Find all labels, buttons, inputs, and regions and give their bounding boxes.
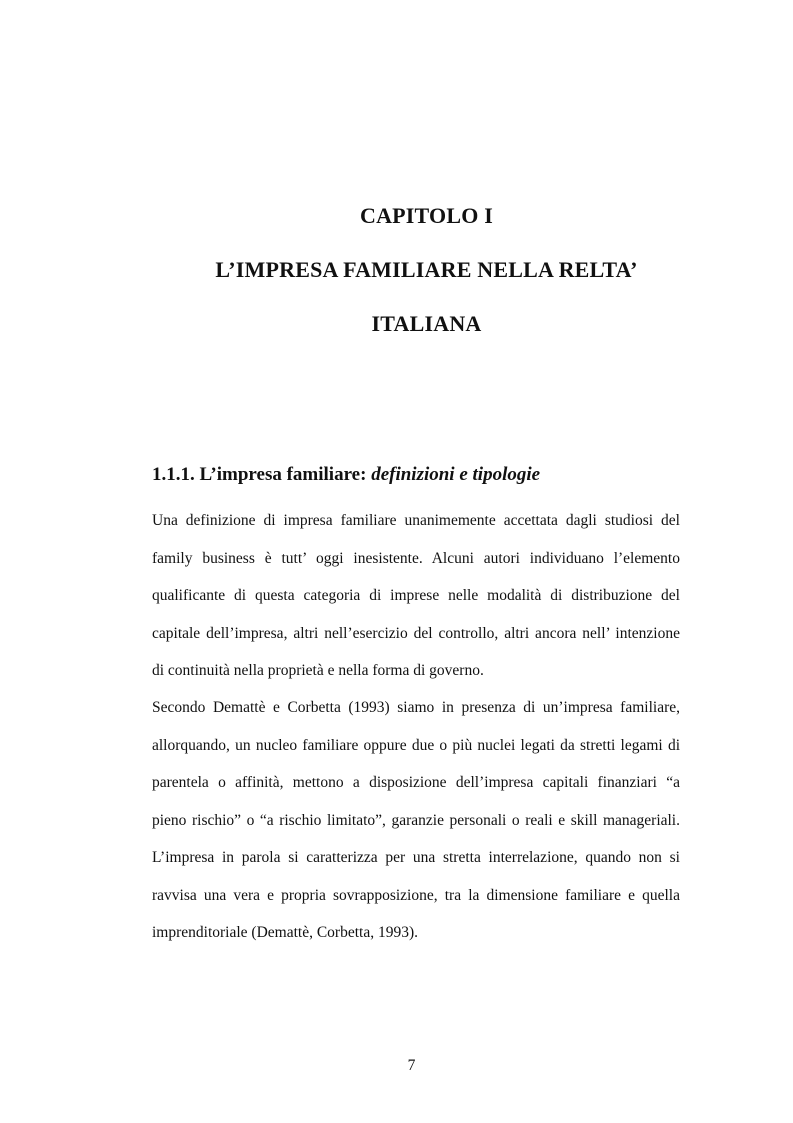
paragraph-2: [152, 689, 680, 952]
paragraph-line: L’impresa in parola si caratterizza per una stretta interrelazione, quando non si: [152, 849, 680, 866]
paragraph-line: Una definizione di impresa familiare unanimemente accettata dagli studiosi del: [152, 512, 680, 529]
chapter-label: CAPITOLO I: [359, 203, 493, 228]
section-heading: [152, 464, 540, 486]
section-title: 1.1.1. L’impresa familiare:: [152, 464, 372, 485]
paragraph-line: di continuità nella proprietà e nella forma di governo.: [152, 662, 484, 679]
paragraph-line: Secondo Demattè e Corbetta (1993) siamo in presenza di un’impresa familiare,: [152, 699, 680, 716]
chapter-title-line-1: L’IMPRESA FAMILIARE NELLA RELTA’: [215, 257, 638, 282]
chapter-title-line-2: ITALIANA: [371, 311, 482, 336]
paragraph-line: allorquando, un nucleo familiare oppure due o più nuclei legati da stretti legami di: [152, 736, 680, 754]
paragraph-line: ravvisa una vera e propria sovrapposizione, tra la dimensione familiare e quella: [152, 886, 680, 904]
paragraph-line: pieno rischio” o “a rischio limitato”, garanzie personali o reali e skill manageriali.: [152, 811, 680, 829]
paragraph-line: parentela o affinità, mettono a disposizione dell’impresa capitali finanziari “a: [152, 774, 680, 791]
paragraph-line: imprenditoriale (Demattè, Corbetta, 1993).: [152, 924, 418, 941]
page-number: 7: [407, 1057, 416, 1074]
paragraph-line: capitale dell’impresa, altri nell’esercizio del controllo, altri ancora nell’ intenzione: [152, 624, 680, 642]
section-subtitle: definizioni e tipologie: [371, 464, 541, 485]
paragraph-1: [152, 502, 680, 690]
paragraph-line: family business è tutt’ oggi inesistente. Alcuni autori individuano l’elemento: [152, 549, 680, 567]
paragraph-line: qualificante di questa categoria di imprese nelle modalità di distribuzione del: [152, 587, 680, 604]
